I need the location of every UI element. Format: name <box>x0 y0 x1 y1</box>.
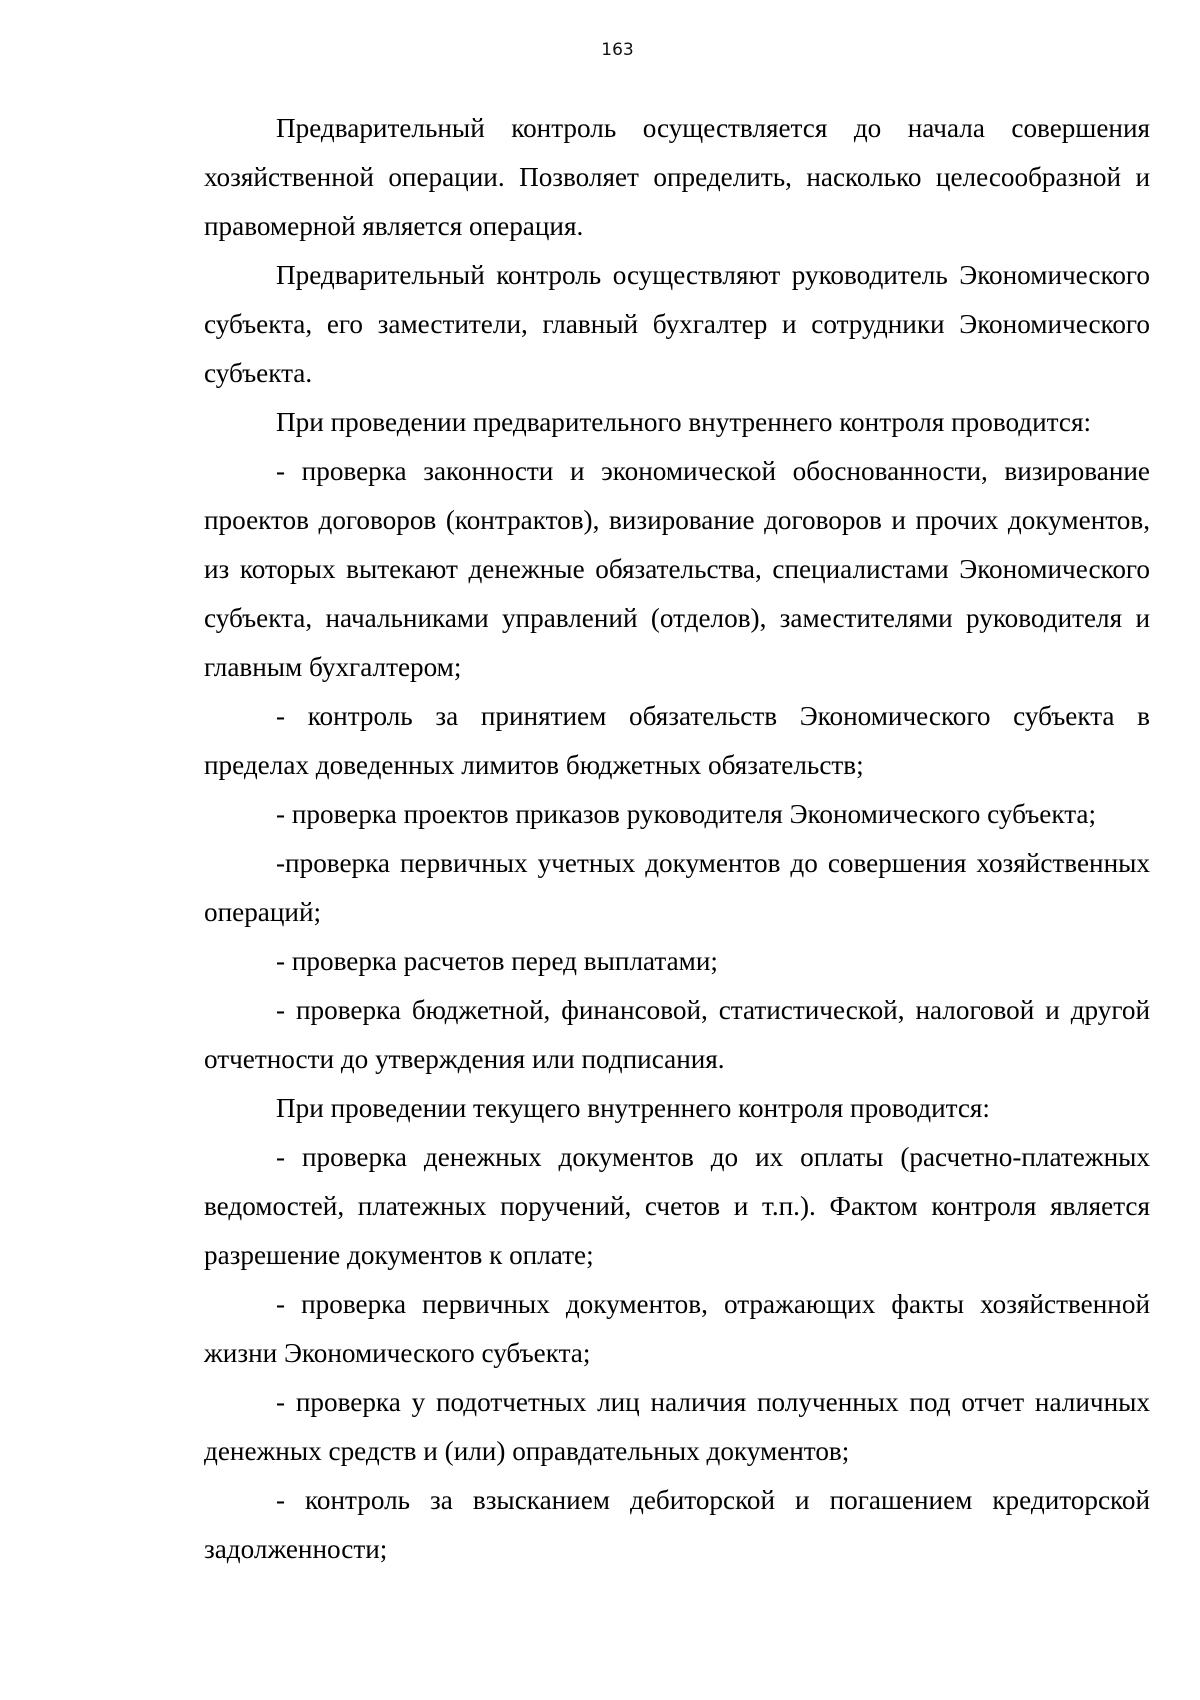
list-item-primary-documents-check: -проверка первичных учетных документов до совершения хозяйственных операций; <box>204 848 1150 927</box>
list-item-payments-check: - проверка расчетов перед выплатами; <box>276 946 718 976</box>
paragraph-preliminary-control-intro: При проведении предварительного внутреннего контроля проводится: <box>276 407 1092 437</box>
list-item-legality-check: - проверка законности и экономической обоснованности, визирование проектов договоров (контрактов), визирование договоров и прочих документов, из которых вытекают денежные обязательства, специалистами Экономического субъекта, начальниками управлений (отделов), заместителями руководителя и главным бухгалтером; <box>204 456 1150 682</box>
list-item-obligations-control: - контроль за принятием обязательств Экономического субъекта в пределах доведенных лимитов бюджетных обязательств; <box>204 701 1150 780</box>
paragraph-preliminary-control-performers: Предварительный контроль осуществляют руководитель Экономического субъекта, его заместители, главный бухгалтер и сотрудники Экономического субъекта. <box>204 260 1150 388</box>
paragraph-preliminary-control-definition: Предварительный контроль осуществляется до начала совершения хозяйственной операции. Позволяет определить, насколько целесообразной и правомерной является операция. <box>204 113 1150 241</box>
paragraph-current-control-intro: При проведении текущего внутреннего контроля проводится: <box>276 1093 990 1123</box>
list-item-receivables-payables-control: - контроль за взысканием дебиторской и погашением кредиторской задолженности; <box>204 1485 1150 1564</box>
list-item-accountable-persons-check: - проверка у подотчетных лиц наличия полученных под отчет наличных денежных средств и (или) оправдательных документов; <box>204 1387 1150 1466</box>
list-item-reporting-check: - проверка бюджетной, финансовой, статистической, налоговой и другой отчетности до утверждения или подписания. <box>204 995 1150 1074</box>
body-text <box>204 104 1150 1574</box>
list-item-cash-documents-check: - проверка денежных документов до их оплаты (расчетно-платежных ведомостей, платежных поручений, счетов и т.п.). Фактом контроля является разрешение документов к оплате; <box>204 1142 1150 1270</box>
list-item-business-facts-check: - проверка первичных документов, отражающих факты хозяйственной жизни Экономического субъекта; <box>204 1289 1150 1368</box>
list-item-orders-check: - проверка проектов приказов руководителя Экономического субъекта; <box>276 799 1097 829</box>
page-number: 163 <box>601 40 634 60</box>
